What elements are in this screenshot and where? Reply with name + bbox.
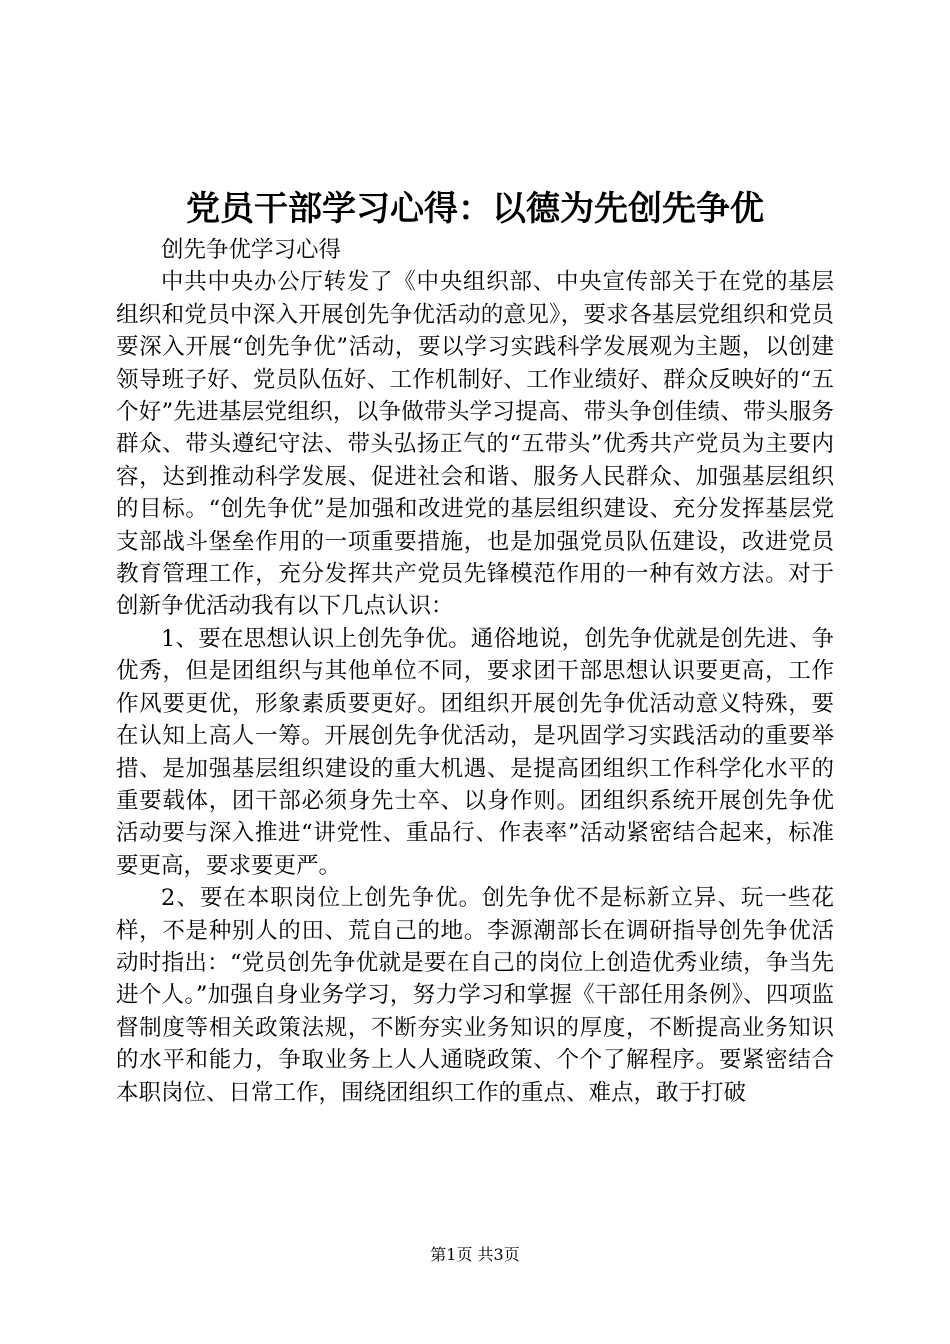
paragraph-intro: 中共中央办公厅转发了《中央组织部、中央宣传部关于在党的基层组织和党员中深入开展创先争优活动的意见》，要求各基层党组织和党员要深入开展“创先争优”活动，要以学习实践科学发展观为主题，以创建领导班子好、党员队伍好、工作机制好、工作业绩好、群众反映好的“五个好”先进基层党组织，以争做带头学习提高、带头争创佳绩、带头服务群众、带头遵纪守法、带头弘扬正气的“五带头”优秀共产党员为主要内容，达到推动科学发展、促进社会和谐、服务人民群众、加强基层组织的目标。“创先争优”是加强和改进党的基层组织建设、充分发挥基层党支部战斗堡垒作用的一项重要措施，也是加强党员队伍建设，改进党员教育管理工作，充分发挥共产党员先锋模范作用的一种有效方法。对于创新争优活动我有以下几点认识： bbox=[116, 269, 834, 620]
paragraph-point-1: 1、要在思想认识上创先争优。通俗地说，创先争优就是创先进、争优秀，但是团组织与其他单位不同，要求团干部思想认识要更高，工作作风要更优，形象素质要更好。团组织开展创先争优活动意义特殊，要在认知上高人一筹。开展创先争优活动，是巩固学习实践活动的重要举措、是加强基层组织建设的重大机遇、是提高团组织工作科学化水平的重要载体，团干部必须身先士卒、以身作则。团组织系统开展创先争优活动要与深入推进“讲党性、重品行、作表率”活动紧密结合起来，标准要更高，要求要更严。 bbox=[116, 625, 834, 879]
document-body bbox=[116, 234, 834, 1109]
page-footer: 第1页 共3页 bbox=[430, 1245, 520, 1264]
paragraph-point-2: 2、要在本职岗位上创先争优。创先争优不是标新立异、玩一些花样，不是种别人的田、荒自己的地。李源潮部长在调研指导创先争优活动时指出：“党员创先争优就是要在自己的岗位上创造优秀业绩，争当先进个人。”加强自身业务学习，努力学习和掌握《干部任用条例》、四项监督制度等相关政策法规，不断夯实业务知识的厚度，不断提高业务知识的水平和能力，争取业务上人人通晓政策、个个了解程序。要紧密结合本职岗位、日常工作，围绕团组织工作的重点、难点，敢于打破 bbox=[116, 885, 834, 1106]
document-title: 党员干部学习心得：以德为先创先争优 bbox=[186, 189, 764, 229]
document-subtitle: 创先争优学习心得 bbox=[161, 237, 342, 263]
